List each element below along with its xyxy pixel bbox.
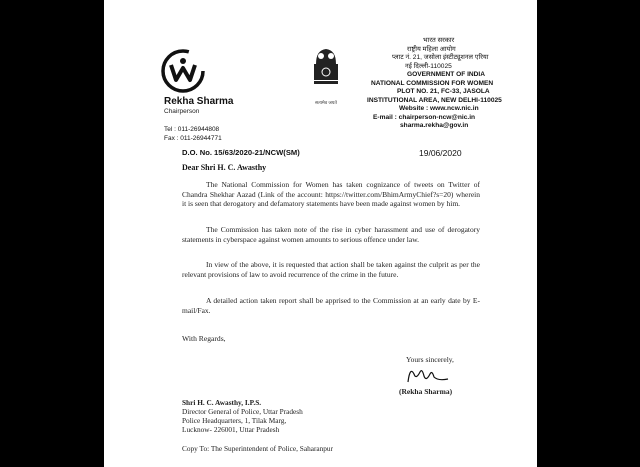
paragraph-4: A detailed action taken report shall be apprised to the Commission at an early date by E-mail/Fax.	[182, 296, 480, 315]
hindi-line-1: भारत सरकार	[423, 37, 455, 44]
recipient-line-1: Director General of Police, Uttar Pradesh	[182, 407, 303, 416]
office-address	[367, 37, 537, 131]
letter-page	[104, 0, 537, 467]
contact-numbers	[164, 125, 222, 143]
ncw-logo	[161, 49, 205, 93]
email-handwritten: sharma.rekha@gov.in	[400, 122, 469, 129]
hindi-line-4: नई दिल्ली-110025	[405, 62, 452, 70]
closing-regards: With Regards,	[182, 334, 226, 343]
fax-number: Fax : 011-26944771	[164, 135, 222, 142]
email: E-mail : chairperson-ncw@nic.in	[373, 113, 476, 121]
copy-to: Copy To: The Superintendent of Police, Saharanpur	[182, 444, 334, 453]
tel-number: Tel : 011-26944808	[164, 126, 220, 133]
recipient-address	[182, 398, 303, 434]
hindi-line-3: प्लाट नं. 21, जसोला इंस्टीट्यूशनल एरिया	[392, 54, 489, 61]
paragraph-2: The Commission has taken note of the rise in cyber harassment and use of derogatory statements in cyberspace against women amounts to serious offence under law.	[182, 225, 480, 244]
website: Website : www.ncw.nic.in	[399, 105, 479, 112]
gov-line-1: GOVERNMENT OF INDIA	[407, 71, 486, 78]
paragraph-3: In view of the above, it is requested that action shall be taken against the culprit as per the relevant provisions of law to avoid recurrence of the crime in the future.	[182, 260, 480, 279]
hindi-line-2: राष्ट्रीय महिला आयोग	[407, 45, 456, 53]
gov-line-3: PLOT NO. 21, FC-33, JASOLA	[397, 88, 490, 95]
reference-number: D.O. No. 15/63/2020-21/NCW(SM)	[182, 148, 300, 157]
sender-role: Chairperson	[164, 108, 200, 115]
closing-yours: Yours sincerely,	[406, 355, 454, 364]
sender-name: Rekha Sharma	[164, 96, 234, 107]
gov-line-2: NATIONAL COMMISSION FOR WOMEN	[371, 79, 494, 87]
signatory-name: (Rekha Sharma)	[399, 387, 453, 396]
salutation: Dear Shri H. C. Awasthy	[182, 163, 267, 172]
letter-date: 19/06/2020	[419, 148, 462, 158]
paragraph-1: The National Commission for Women has taken cognizance of tweets on Twitter of Chandra Shekhar Aazad (Link of the account: https://twitter.com/BhimArmyChief?s=20) wherein it is seen that derogatory and defamatory statements have been made against women by him.	[182, 180, 480, 209]
emblem-motto: सत्यमेव जयते	[315, 100, 337, 105]
national-emblem-icon	[310, 44, 342, 104]
recipient-line-3: Lucknow- 226001, Uttar Pradesh	[182, 425, 280, 434]
gov-line-4: INSTITUTIONAL AREA, NEW DELHI-110025	[367, 96, 502, 104]
recipient-line-2: Police Headquarters, 1, Tilak Marg,	[182, 416, 287, 425]
signature	[404, 362, 454, 388]
recipient-name: Shri H. C. Awasthy, I.P.S.	[182, 398, 262, 407]
